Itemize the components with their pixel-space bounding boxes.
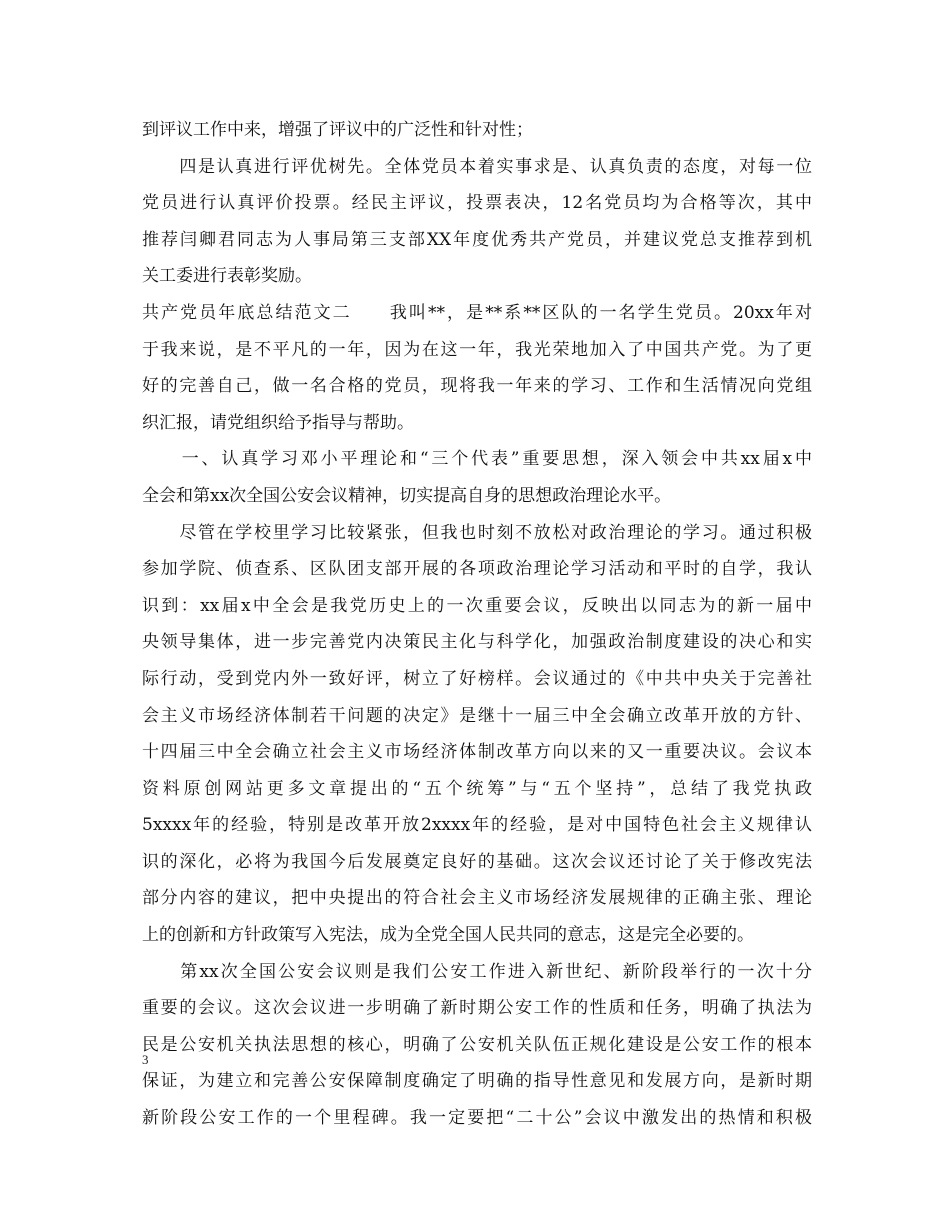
text-line: 上的创新和方针政策写入宪法，成为全党全国人民共同的意志，这是完全必要的。 — [142, 925, 754, 946]
text-line: 重要的会议。这次会议进一步明确了新时期公安工作的性质和任务，明确了执法为 — [142, 998, 812, 1019]
text-line: 际行动，受到党内外一致好评，树立了好榜样。会议通过的《中共中央关于完善社 — [142, 668, 812, 689]
text-line: 全会和第xx次全国公安会议精神，切实提高自身的思想政治理论水平。 — [142, 485, 672, 506]
text-line: 会主义市场经济体制若干问题的决定》是继十一届三中全会确立改革开放的方针、 — [142, 705, 812, 726]
text-line: 于我来说，是不平凡的一年，因为在这一年，我光荣地加入了中国共产党。为了更 — [142, 339, 812, 360]
text-line: 好的完善自己，做一名合格的党员，现将我一年来的学习、工作和生活情况向党组 — [142, 376, 812, 397]
text-line: 四是认真进行评优树先。全体党员本着实事求是、认真负责的态度，对每一位 — [142, 156, 812, 177]
text-line: 织汇报，请党组织给予指导与帮助。 — [142, 412, 414, 433]
text-line: 民是公安机关执法思想的核心，明确了公安机关队伍正规化建设是公安工作的根本 — [142, 1034, 812, 1055]
text-line: 党员进行认真评价投票。经民主评议，投票表决，12名党员均为合格等次，其中 — [142, 193, 812, 214]
page-number: 3 — [142, 1052, 149, 1067]
text-line: 保证，为建立和完善公安保障制度确定了明确的指导性意见和发展方向，是新时期 — [142, 1071, 812, 1092]
text-line: 到评议工作中来，增强了评议中的广泛性和针对性； — [142, 120, 533, 140]
text-line: 5xxxx年的经验，特别是改革开放2xxxx年的经验，是对中国特色社会主义规律认 — [142, 815, 812, 836]
text-line: 央领导集体，进一步完善党内决策民主化与科学化，加强政治制度建设的决心和实 — [142, 632, 812, 653]
document-body — [142, 112, 812, 1137]
text-line: 新阶段公安工作的一个里程碑。我一定要把“二十公”会议中激发出的热情和积极 — [142, 1108, 812, 1129]
text-line: 尽管在学校里学习比较紧张，但我也时刻不放松对政治理论的学习。通过积极 — [142, 522, 812, 543]
text-line: 第xx次全国公安会议则是我们公安工作进入新世纪、新阶段举行的一次十分 — [142, 961, 812, 982]
text-line: 识的深化，必将为我国今后发展奠定良好的基础。这次会议还讨论了关于修改宪法 — [142, 851, 812, 872]
text-line: 推荐闫卿君同志为人事局第三支部XX年度优秀共产党员，并建议党总支推荐到机 — [142, 229, 812, 250]
text-line: 部分内容的建议，把中央提出的符合社会主义市场经济发展规律的正确主张、理论 — [142, 888, 812, 909]
text-line: 关工委进行表彰奖励。 — [142, 266, 312, 287]
text-line: 一、认真学习邓小平理论和“三个代表”重要思想，深入领会中共xx届x中 — [142, 449, 812, 470]
text-line: 参加学院、侦查系、区队团支部开展的各项政治理论学习活动和平时的自学，我认 — [142, 559, 812, 580]
text-line: 十四届三中全会确立社会主义市场经济体制改革方向以来的又一重要决议。会议本 — [142, 742, 812, 763]
text-line: 资料原创网站更多文章提出的“五个统筹”与“五个坚持”，总结了我党执政 — [142, 778, 812, 799]
text-line: 识到：xx届x中全会是我党历史上的一次重要会议，反映出以同志为的新一届中 — [142, 595, 812, 616]
text-line: 共产党员年底总结范文二 我叫**，是**系**区队的一名学生党员。20xx年对 — [142, 302, 812, 323]
